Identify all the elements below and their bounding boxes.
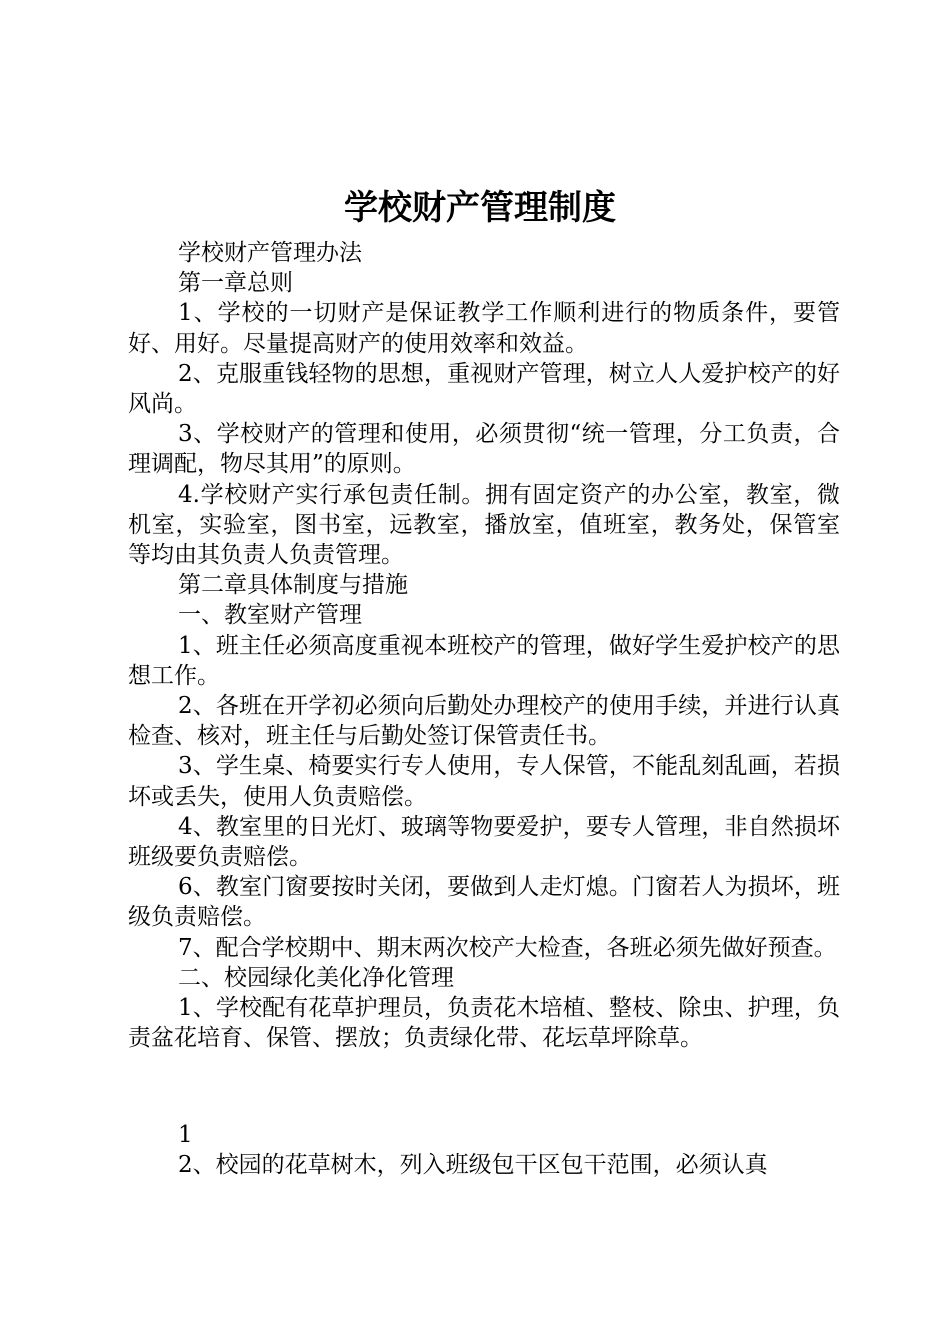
paragraph: 2、各班在开学初必须向后勤处办理校产的使用手续，并进行认真检查、核对，班主任与后勤处签订保管责任书。: [128, 693, 840, 750]
paragraph: 6、教室门窗要按时关闭，要做到人走灯熄。门窗若人为损坏，班级负责赔偿。: [128, 874, 840, 931]
paragraph: 4、教室里的日光灯、玻璃等物要爱护，要专人管理，非自然损坏班级要负责赔偿。: [128, 813, 840, 871]
paragraph: 一、教室财产管理: [178, 602, 362, 629]
paragraph: 二、校园绿化美化净化管理: [178, 964, 454, 991]
paragraph: 2、校园的花草树木，列入班级包干区包干范围，必须认真: [178, 1152, 768, 1178]
paragraph: 1、学校配有花草护理员，负责花木培植、整枝、除虫、护理，负责盆花培育、保管、摆放；负责绿化带、花坛草坪除草。: [128, 995, 840, 1052]
continued-body: [128, 1150, 840, 1180]
paragraph: 3、学生桌、椅要实行专人使用，专人保管，不能乱刻乱画，若损坏或丢失，使用人负责赔偿。: [128, 753, 840, 810]
paragraph: 2、克服重钱轻物的思想，重视财产管理，树立人人爱护校产的好风尚。: [128, 360, 840, 418]
document-title: 学校财产管理制度: [344, 188, 616, 228]
paragraph: 学校财产管理办法: [178, 240, 362, 266]
document-body: [128, 238, 840, 1053]
paragraph: 1、学校的一切财产是保证教学工作顺利进行的物质条件，要管好、用好。尽量提高财产的使用效率和效益。: [128, 300, 840, 357]
paragraph: 第二章具体制度与措施: [178, 572, 408, 599]
paragraph: 4.学校财产实行承包责任制。拥有固定资产的办公室，教室，微机室，实验室，图书室，远教室，播放室，值班室，教务处，保管室等均由其负责人负责管理。: [128, 481, 840, 569]
page-number: 1: [178, 1122, 193, 1148]
paragraph: 第一章总则: [178, 270, 293, 297]
paragraph: 7、配合学校期中、期末两次校产大检查，各班必须先做好预查。: [178, 934, 837, 961]
paragraph: 1、班主任必须高度重视本班校产的管理，做好学生爱护校产的思想工作。: [128, 632, 840, 689]
paragraph: 3、学校财产的管理和使用，必须贯彻“统一管理，分工负责，合理调配，物尽其用”的原则。: [128, 421, 840, 478]
